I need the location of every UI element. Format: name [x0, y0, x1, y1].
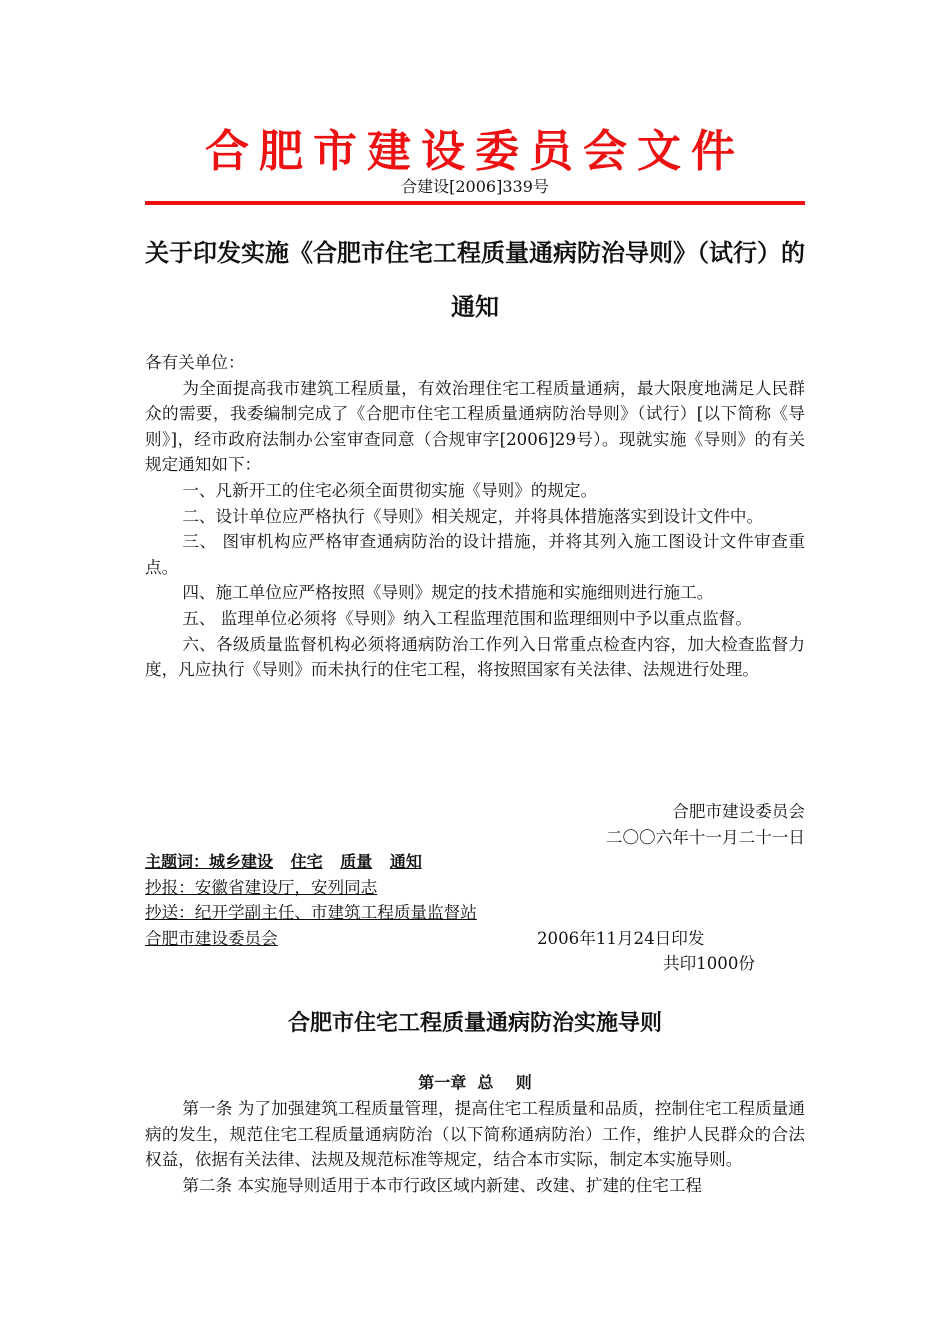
salutation: 各有关单位：: [145, 353, 245, 372]
notice-title: 关于印发实施《合肥市住宅工程质量通病防治导则》（试行）的通知: [145, 239, 805, 321]
notice-paragraph: 为全面提高我市建筑工程质量，有效治理住宅工程质量通病，最大限度地满足人民群众的需要，我委编制完成了《合肥市住宅工程质量通病防治导则》（试行）[以下简称《导则》]，经市政府法制办公室审查同意（合规审字[2006]29号）。现就实施《导则》的有关规定通知如下：: [145, 378, 805, 475]
notice-paragraph: 四、施工单位应严格按照《导则》规定的技术措施和实施细则进行施工。: [182, 583, 714, 603]
guide-body: [145, 1096, 805, 1198]
print-info-line: [145, 926, 805, 952]
print-date: 2006年11月24日印发: [537, 928, 705, 948]
signing-date: 二〇〇六年十一月二十一日: [605, 827, 805, 847]
document-number: 合建设[2006]339号: [401, 177, 549, 196]
notice-paragraph: 二、设计单位应严格执行《导则》相关规定，并将具体措施落实到设计文件中。: [182, 506, 764, 526]
notice-paragraph: 一、凡新开工的住宅必须全面贯彻实施《导则》的规定。: [182, 480, 598, 500]
article-paragraph: 第二条 本实施导则适用于本市行政区域内新建、改建、扩建的住宅工程: [182, 1175, 703, 1195]
chapter-heading: 第一章 总 则: [418, 1073, 532, 1092]
keyword: 通知: [389, 852, 422, 871]
distribution-block: [145, 849, 805, 977]
article-paragraph: 第一条 为了加强建筑工程质量管理，提高住宅工程质量和品质，控制住宅工程质量通病的发生，规范住宅工程质量通病防治（以下简称通病防治）工作，维护人民群众的合法权益，依据有关法律、法规及规范标准等规定，结合本市实际，制定本实施导则。: [145, 1099, 805, 1170]
red-header-title: 合肥市建设委员会文件: [205, 126, 745, 177]
keywords-label: 主题词：: [145, 852, 210, 871]
send-to-line: 抄送：纪开学副主任、市建筑工程质量监督站: [145, 903, 477, 923]
issuer: 合肥市建设委员会: [145, 928, 278, 948]
signer: 合肥市建设委员会: [672, 802, 805, 821]
report-to-line: 抄报：安徽省建设厅，安列同志: [145, 877, 378, 897]
red-divider-rule: [145, 201, 805, 205]
notice-paragraph: 三、 图审机构应严格审查通病防治的设计措施，并将其列入施工图设计文件审查重点。: [145, 532, 805, 577]
copies-count: 共印1000份: [662, 954, 755, 974]
keyword: 住宅: [290, 852, 323, 871]
keywords-line: [145, 849, 805, 875]
signature-block: [145, 799, 805, 850]
notice-paragraph: 六、各级质量监督机构必须将通病防治工作列入日常重点检查内容，加大检查监督力度，凡应执行《导则》而未执行的住宅工程，将按照国家有关法律、法规进行处理。: [145, 634, 805, 680]
guide-title: 合肥市住宅工程质量通病防治实施导则: [287, 1011, 662, 1036]
keyword: 质量: [340, 852, 373, 871]
notice-paragraph: 五、 监理单位必须将《导则》纳入工程监理范围和监理细则中予以重点监督。: [182, 608, 752, 628]
notice-body: [145, 350, 805, 683]
keyword: 城乡建设: [209, 852, 274, 871]
